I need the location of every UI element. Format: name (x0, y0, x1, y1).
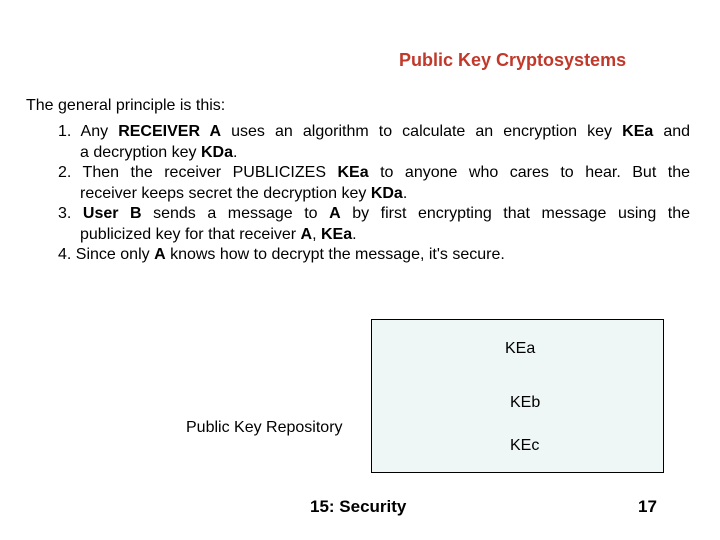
body-text: receiver keeps secret the decryption key (80, 184, 371, 202)
body-text: Then the receiver PUBLICIZES (82, 164, 338, 181)
body-text: . (352, 225, 357, 243)
footer-section: 15: Security (310, 497, 407, 516)
principle-line (58, 225, 690, 246)
item-number: 3. (58, 205, 83, 222)
item-number: 2. (58, 164, 83, 181)
item-number: 4. (58, 246, 76, 263)
body-text: knows how to decrypt the message, it's secure. (165, 246, 505, 263)
key-entry: KEc (510, 437, 540, 454)
body-text: Any (80, 123, 119, 140)
intro-text: The general principle is this: (26, 97, 226, 114)
emphasis-text: KEa (337, 164, 369, 181)
principle-line (58, 245, 690, 266)
body-text: . (232, 143, 238, 161)
emphasis-text: KDa (200, 143, 233, 161)
principle-item (58, 122, 690, 163)
body-text: sends a message to (141, 205, 330, 222)
principle-list (58, 122, 690, 266)
body-text: by first encrypting that message using the (340, 205, 691, 222)
body-text: and (653, 123, 691, 140)
page-number: 17 (638, 497, 657, 516)
emphasis-text: KEa (622, 123, 654, 140)
principle-line (58, 204, 690, 225)
emphasis-text: KDa (370, 184, 403, 202)
body-text: a decryption key (80, 143, 201, 161)
emphasis-text: RECEIVER A (118, 123, 222, 140)
principle-item (58, 245, 690, 266)
key-entry: KEa (505, 340, 536, 357)
principle-item (58, 163, 690, 204)
principle-line (58, 143, 690, 164)
key-entry: KEb (510, 394, 541, 411)
principle-line (58, 163, 690, 184)
slide-title: Public Key Cryptosystems (399, 50, 627, 70)
principle-line (58, 184, 690, 205)
item-number: 1. (58, 123, 81, 140)
principle-item (58, 204, 690, 245)
body-text: publicized key for that receiver (80, 225, 301, 243)
repository-label: Public Key Repository (186, 419, 343, 436)
principle-line (58, 122, 690, 143)
emphasis-text: A (329, 205, 341, 222)
body-text: . (402, 184, 408, 202)
repository-box (371, 319, 664, 473)
body-text: Since only (75, 246, 155, 263)
body-text: , (312, 225, 321, 243)
emphasis-text: A (154, 246, 166, 263)
emphasis-text: User B (82, 205, 142, 222)
body-text: to anyone who cares to hear. But the (368, 164, 691, 181)
emphasis-text: KEa (321, 225, 353, 243)
body-text: uses an algorithm to calculate an encryption key (221, 123, 623, 140)
emphasis-text: A (300, 225, 313, 243)
